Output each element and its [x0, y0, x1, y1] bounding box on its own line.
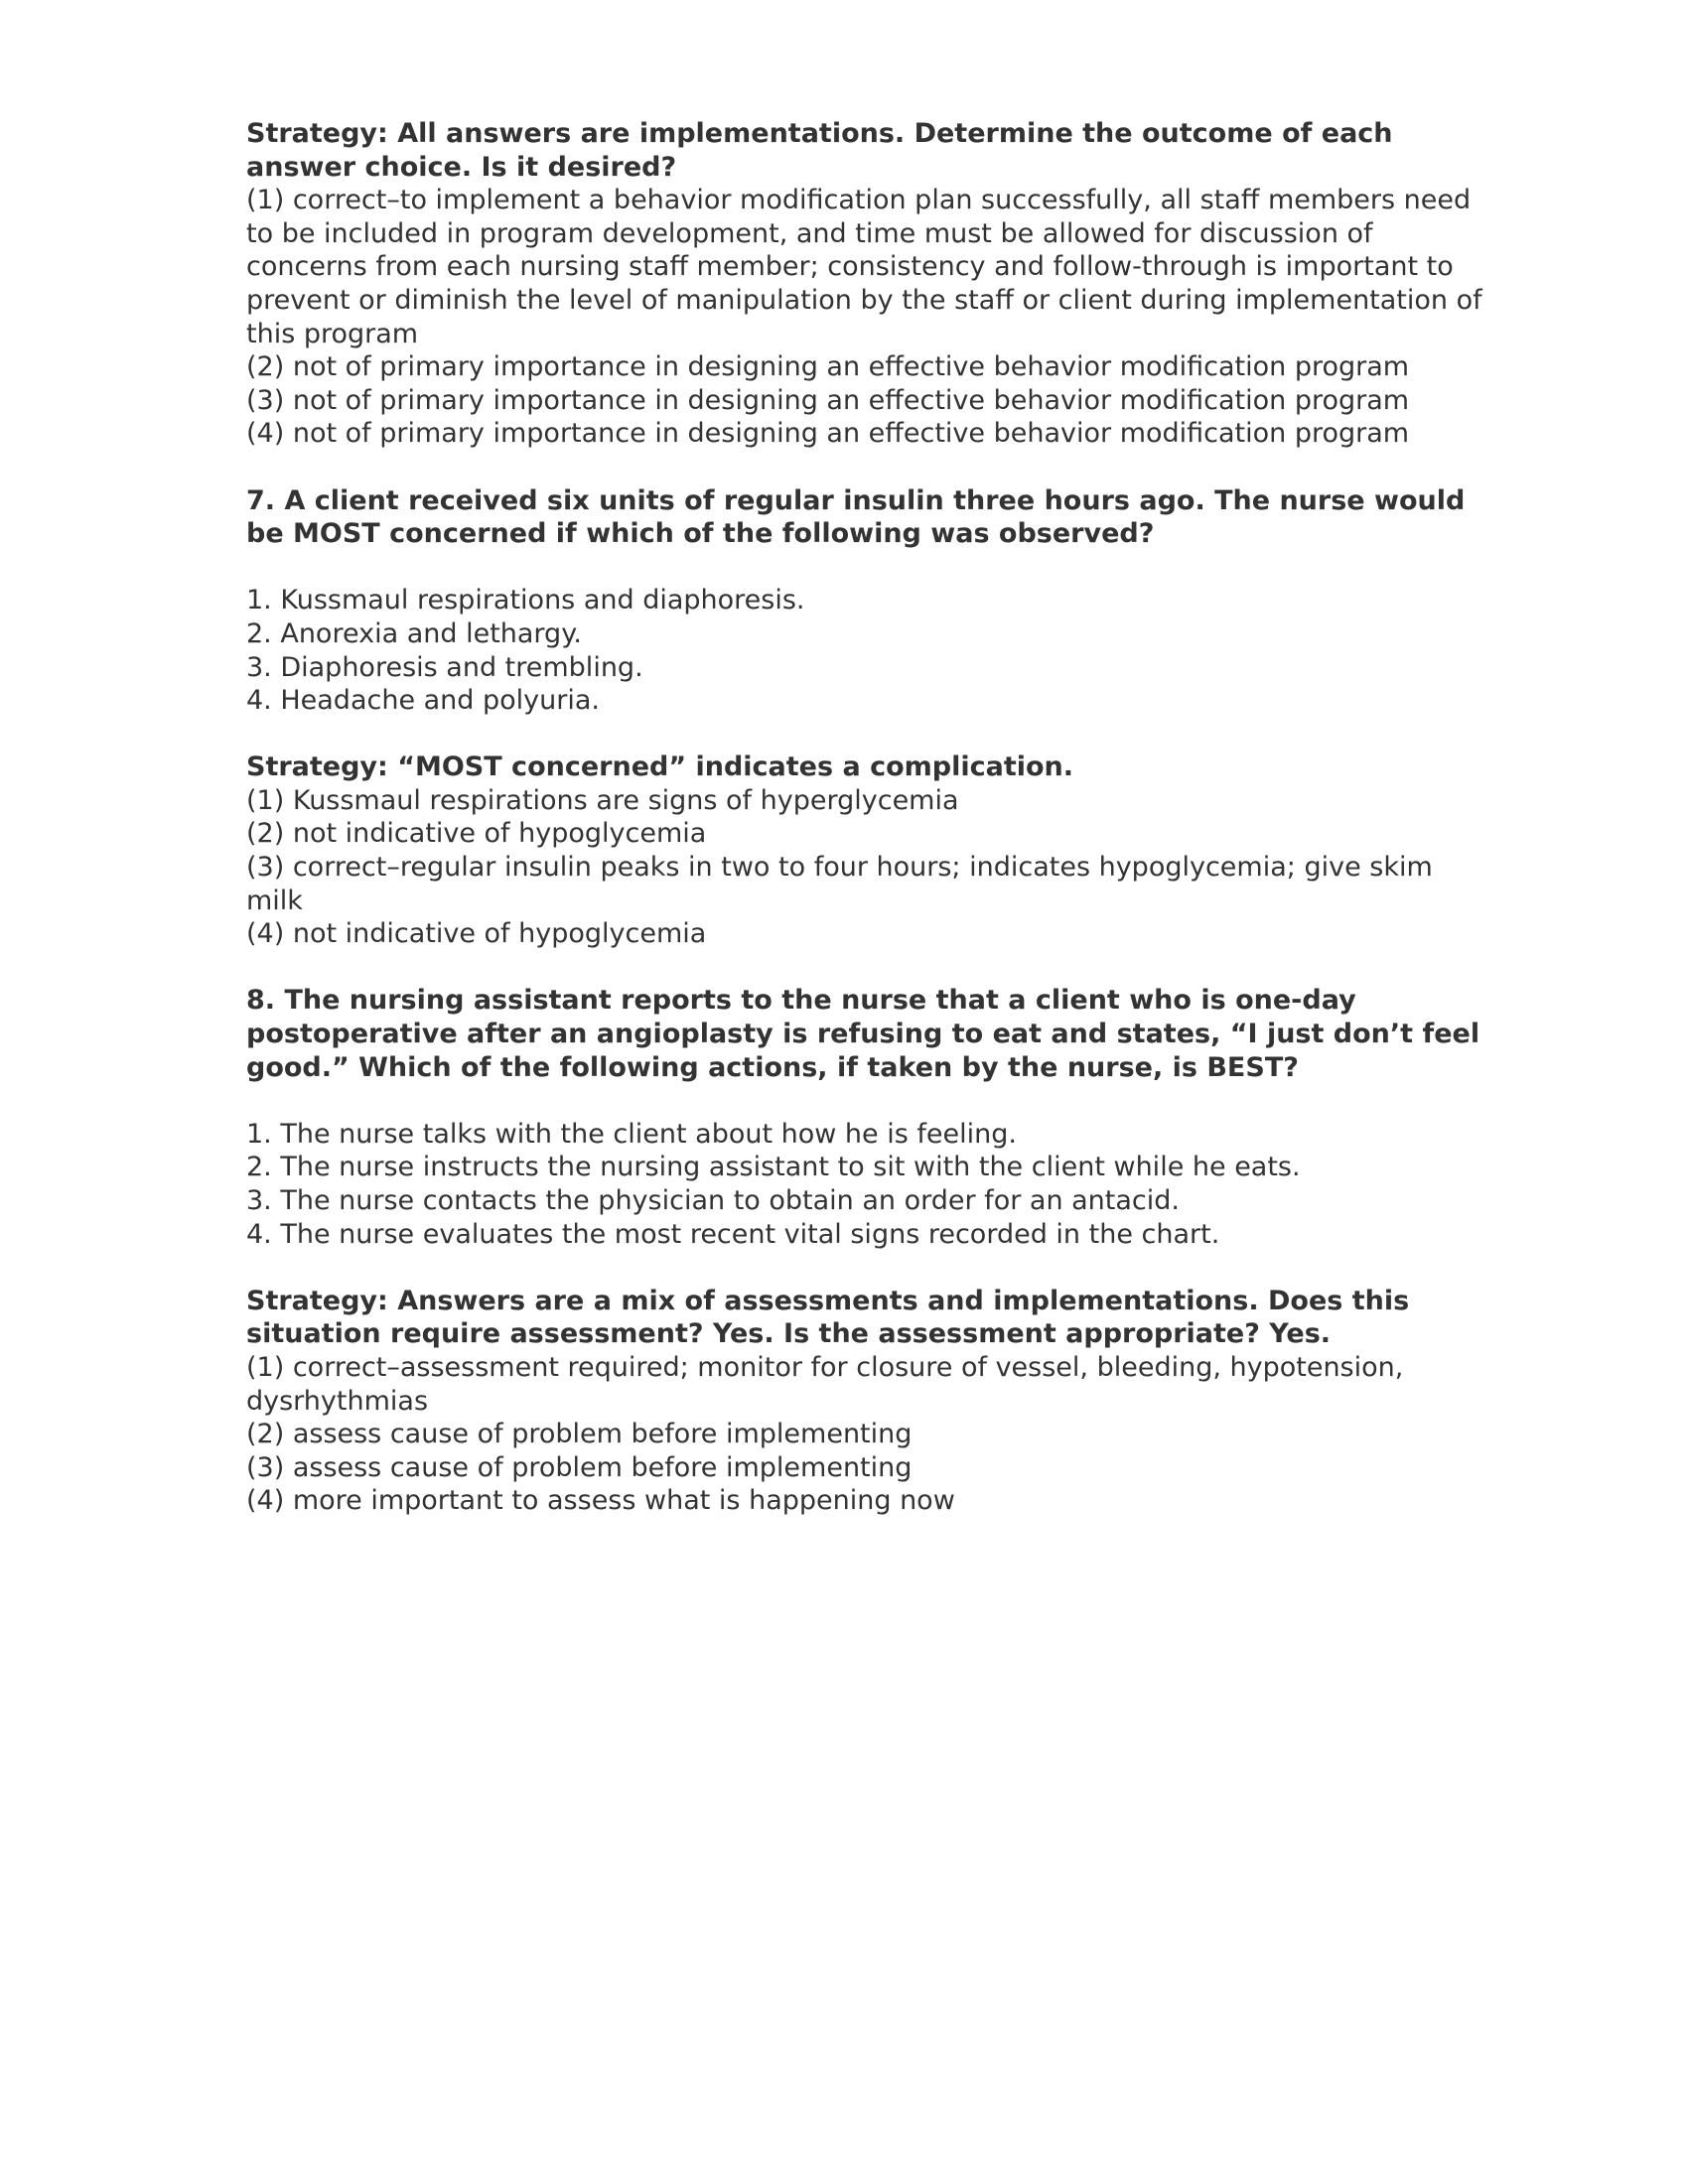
answer-option: 4. The nurse evaluates the most recent vital signs recorded in the chart. — [246, 1218, 1220, 1250]
spacer — [246, 951, 1497, 985]
rationale-item: (1) Kussmaul respirations are signs of hyperglycemia — [246, 784, 959, 816]
answer-option: 2. The nurse instructs the nursing assistant to sit with the client while he eats. — [246, 1152, 1301, 1183]
question-8 — [246, 984, 1497, 1518]
question-stem: 7. A client received six units of regular insulin three hours ago. The nurse would be MOST concerned if which of the following was observed? — [246, 484, 1466, 550]
strategy-heading: Strategy: All answers are implementations. Determine the outcome of each answer choice. Is it desired? — [246, 118, 1393, 183]
answer-option: 4. Headache and polyuria. — [246, 685, 600, 717]
question-stem: 8. The nursing assistant reports to the nurse that a client who is one-day postoperative after an angioplasty is refusing to eat and states, “I just don’t feel good.” Which of the following actions, if taken by the nurse, is BEST? — [246, 985, 1480, 1083]
rationale-item: (2) assess cause of problem before implementing — [246, 1419, 913, 1450]
strategy-heading: Strategy: Answers are a mix of assessments and implementations. Does this situation require assessment? Yes. Is the assessment appropriate? Yes. — [246, 1285, 1410, 1350]
spacer — [246, 718, 1497, 751]
spacer — [246, 1251, 1497, 1285]
answer-option: 1. The nurse talks with the client about how he is feeling. — [246, 1118, 1017, 1150]
rationale-item: (4) not indicative of hypoglycemia — [246, 918, 707, 950]
spacer — [246, 451, 1497, 484]
strategy-heading: Strategy: “MOST concerned” indicates a complication. — [246, 751, 1074, 783]
spacer — [246, 551, 1497, 585]
rationale-item: (4) not of primary importance in designing an effective behavior modification program — [246, 418, 1410, 450]
rationale-item: (4) more important to assess what is happening now — [246, 1485, 955, 1517]
rationale-item: (1) correct–to implement a behavior modification plan successfully, all staff members need to be included in program development, and time must be allowed for discussion of concerns from each nursing staff member; consistency and follow-through is important to prevent or diminish the level of manipulation by the staff or client during implementation of this program — [246, 185, 1482, 349]
q6-strategy-block — [246, 117, 1497, 451]
rationale-item: (2) not indicative of hypoglycemia — [246, 818, 707, 850]
rationale-item: (3) assess cause of problem before implementing — [246, 1451, 913, 1483]
spacer — [246, 1084, 1497, 1118]
rationale-item: (3) correct–regular insulin peaks in two to four hours; indicates hypoglycemia; give skim milk — [246, 852, 1433, 916]
document-page — [246, 117, 1497, 1518]
rationale-item: (1) correct–assessment required; monitor for closure of vessel, bleeding, hypotension, dysrhythmias — [246, 1351, 1404, 1417]
answer-option: 2. Anorexia and lethargy. — [246, 617, 582, 649]
answer-option: 1. Kussmaul respirations and diaphoresis. — [246, 585, 805, 616]
rationale-item: (3) not of primary importance in designing an effective behavior modification program — [246, 384, 1410, 416]
rationale-item: (2) not of primary importance in designing an effective behavior modification program — [246, 351, 1410, 383]
answer-option: 3. Diaphoresis and trembling. — [246, 651, 643, 683]
answer-option: 3. The nurse contacts the physician to obtain an order for an antacid. — [246, 1185, 1180, 1216]
question-7 — [246, 484, 1497, 951]
